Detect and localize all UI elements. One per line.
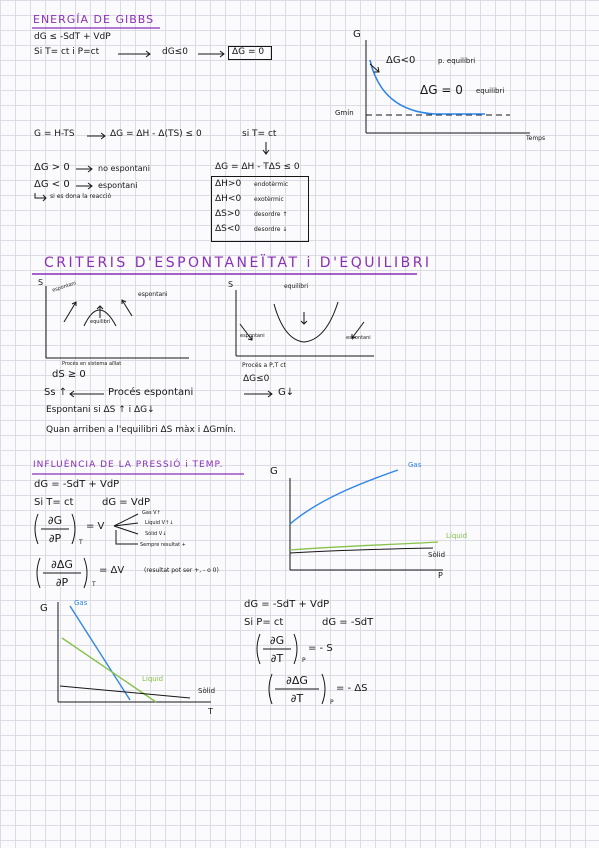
crit-left-cond: dS ≥ 0 xyxy=(52,369,86,380)
branch-always: Sempre resultat + xyxy=(140,542,186,548)
temp-rhs: = - S xyxy=(308,643,333,654)
thermo-row-symbol: ΔS>0 xyxy=(215,209,241,219)
frac4-num: ∂ΔG xyxy=(286,674,308,687)
graph-p-axis-g: G xyxy=(270,466,278,477)
frac4-den: ∂T xyxy=(290,692,304,705)
frac4-sub: P xyxy=(330,699,334,706)
graph1-neg: ΔG<0 xyxy=(386,55,416,66)
crit-line2: Espontani si ΔS ↑ i ΔG↓ xyxy=(46,405,155,415)
frac1-eq-v: = V xyxy=(86,521,105,532)
graph1-gmin: Gmín xyxy=(335,109,354,117)
frac1-sub: T xyxy=(79,539,83,546)
graph-s-isolated xyxy=(44,286,194,361)
frac1-num: ∂G xyxy=(47,514,63,527)
graph-s-pt xyxy=(234,290,384,360)
crit-right-esp-right: espontani xyxy=(346,335,371,341)
section-title-gibbs: ENERGÍA DE GIBBS xyxy=(33,13,155,26)
gibbs-condition: Si T= ct i P=ct xyxy=(34,47,100,57)
temp-rhs2: = - ΔS xyxy=(336,683,368,694)
arrow-icon xyxy=(118,50,154,58)
crit-right-esp-left: espontani xyxy=(240,333,265,339)
gibbs-equation: dG ≤ -SdT + VdP xyxy=(34,32,111,42)
crit-left-eq: equilibri xyxy=(90,319,111,325)
crit-left-esp-right: espontani xyxy=(138,291,168,298)
branch-gas: Gas V↑ xyxy=(142,510,161,516)
thermo-row-desc: exotèrmic xyxy=(254,196,284,203)
graph-p-axis-p: P xyxy=(438,571,443,580)
arrow-icon xyxy=(76,165,94,173)
graph-t-axis-t: T xyxy=(208,707,213,716)
crit-left-caption: Procés en sistema aïllat xyxy=(62,361,122,367)
crit-left-axis: S xyxy=(38,278,44,287)
arrow-icon xyxy=(34,192,48,202)
title-underline xyxy=(32,472,252,476)
graph1-zero: ΔG = 0 xyxy=(420,83,463,97)
graph-t-liquid: Líquid xyxy=(142,675,164,683)
graph1-axis-g: G xyxy=(353,29,361,40)
thermo-row-desc: endotèrmic xyxy=(254,181,289,188)
frac1-den: ∂P xyxy=(48,532,62,545)
temp-eq1: dG = -SdT + VdP xyxy=(244,599,330,610)
graph-g-vs-p xyxy=(288,478,448,578)
temp-cond: Si P= ct xyxy=(244,617,284,628)
arrow-icon xyxy=(368,62,382,74)
pressio-cond-eq: dG = VdP xyxy=(102,497,151,508)
graph1-x-axis: Temps xyxy=(526,135,546,142)
thermo-row-desc: desordre ↓ xyxy=(254,226,288,233)
frac2-den: ∂P xyxy=(55,576,69,589)
ght-gt0-note: no espontani xyxy=(98,164,150,173)
frac3-num: ∂G xyxy=(269,634,285,647)
ght-delta: ΔG = ΔH - Δ(TS) ≤ 0 xyxy=(110,129,202,139)
graph-p-gas: Gas xyxy=(408,461,422,469)
crit-line1b: Procés espontani xyxy=(108,387,194,398)
crit-line1a: Ss ↑ xyxy=(44,387,68,398)
crit-line3: Quan arriben a l'equilibri ΔS màx i ΔGmín. xyxy=(46,425,237,435)
title-underline xyxy=(32,26,162,30)
frac3-den: ∂T xyxy=(270,652,284,665)
gibbs-dg-eq: ΔG = 0 xyxy=(232,47,265,57)
arrow-icon xyxy=(76,182,94,190)
graph1-neg-note: p. equilibri xyxy=(438,57,476,65)
graph-p-solid: Sòlid xyxy=(428,551,446,559)
thermo-row-symbol: ΔH>0 xyxy=(215,179,242,189)
temp-cond-eq: dG = -SdT xyxy=(322,617,374,628)
crit-right-eq: equilibri xyxy=(284,283,309,290)
ght-gt0: ΔG > 0 xyxy=(34,162,70,173)
title-underline xyxy=(32,272,422,276)
graph-t-axis-g: G xyxy=(40,603,48,614)
pressio-cond: Si T= ct xyxy=(34,497,74,508)
frac2-rhs: = ΔV xyxy=(99,565,125,576)
crit-left-esp-left: espontani xyxy=(51,280,77,294)
branch-solid: Sòlid V↓ xyxy=(145,531,167,537)
pressio-eq1: dG = -SdT + VdP xyxy=(34,479,120,490)
graph-p-liquid: Líquid xyxy=(446,532,468,540)
arrow-icon xyxy=(87,132,107,140)
frac2-num: ∂ΔG xyxy=(51,558,73,571)
ght-lt0-note: espontani xyxy=(98,181,138,190)
graph1-zero-note: equilibri xyxy=(476,87,505,95)
graph-t-solid: Sòlid xyxy=(198,687,216,695)
ght-dg-full: ΔG = ΔH - TΔS ≤ 0 xyxy=(215,162,300,172)
crit-right-axis: S xyxy=(228,280,234,289)
frac3-sub: P xyxy=(302,657,306,664)
section-title-criteris: CRITERIS D'ESPONTANEÏTAT i D'EQUILIBRI xyxy=(44,255,432,271)
ght-si-t: si T= ct xyxy=(242,129,277,139)
gibbs-dg-le: dG≤0 xyxy=(162,47,188,57)
section-title-pressio: INFLUÈNCIA DE LA PRESSIÓ i TEMP. xyxy=(33,460,224,470)
ght-lt0: ΔG < 0 xyxy=(34,179,70,190)
arrow-icon xyxy=(262,142,270,156)
branch-liquid: Líquid V↑↓ xyxy=(145,520,174,526)
crit-line1c: G↓ xyxy=(278,387,295,398)
arrow-icon xyxy=(244,390,274,398)
thermo-row-desc: desordre ↑ xyxy=(254,211,288,218)
crit-right-caption: Procés a P,T ct xyxy=(242,362,286,369)
arrow-icon xyxy=(198,50,226,58)
ght-equation: G = H-TS xyxy=(34,129,75,139)
arrow-icon xyxy=(70,390,106,398)
frac2-sub: T xyxy=(92,581,96,588)
thermo-row-symbol: ΔH<0 xyxy=(215,194,242,204)
graph-t-gas: Gas xyxy=(74,599,88,607)
ght-lt0-extra: si es dona la reacció xyxy=(50,193,112,200)
graph-g-vs-t xyxy=(56,599,216,706)
thermo-row-symbol: ΔS<0 xyxy=(215,224,241,234)
crit-right-cond: ΔG≤0 xyxy=(243,374,270,384)
frac2-note: (resultat pot ser +, - o 0) xyxy=(144,567,219,574)
